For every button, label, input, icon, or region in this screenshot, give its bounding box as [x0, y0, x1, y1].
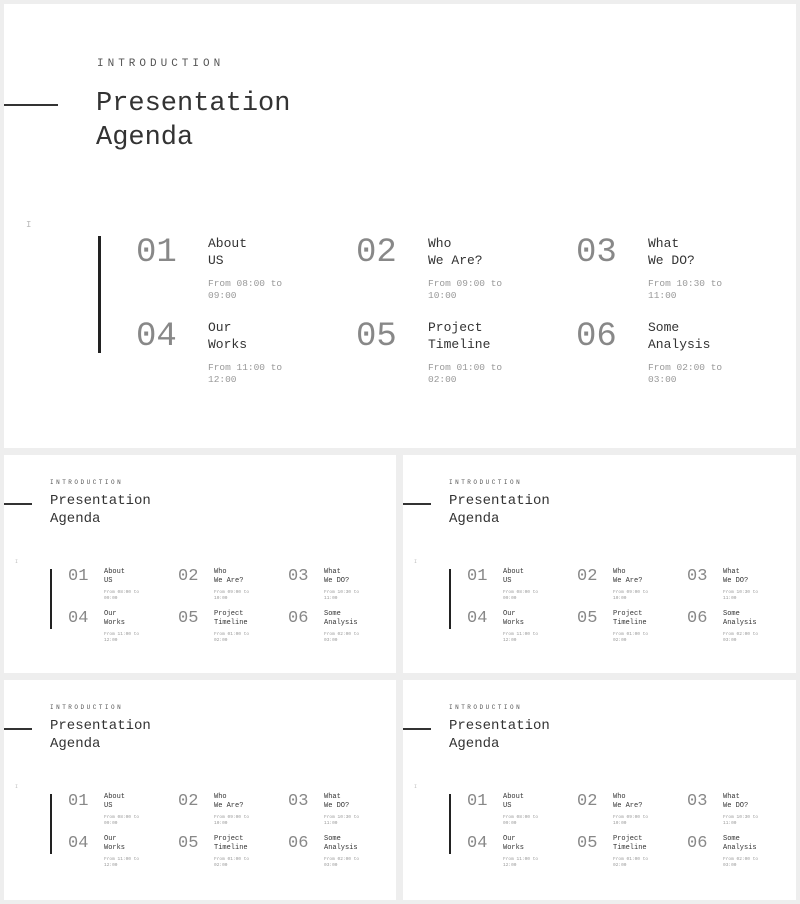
agenda-label: About US [104, 568, 126, 586]
agenda-label: Project Timeline [214, 835, 248, 853]
agenda-bar [98, 236, 101, 353]
section-eyebrow: INTRODUCTION [449, 479, 523, 486]
agenda-item [68, 568, 139, 602]
agenda-time: From 02:00 to 03:00 [648, 361, 723, 386]
agenda-number: 04 [68, 834, 89, 853]
agenda-label: Who We Are? [214, 568, 244, 586]
agenda-bar [449, 569, 451, 629]
agenda-number: 01 [136, 234, 177, 272]
agenda-number: 02 [178, 792, 199, 811]
agenda-item [467, 610, 538, 644]
agenda-time: From 01:00 to 02:00 [214, 857, 250, 869]
margin-marker: I [414, 559, 418, 565]
slide-title: Presentation Agenda [96, 89, 291, 153]
thumbnail-slide-3[interactable] [4, 680, 396, 900]
agenda-time: From 01:00 to 02:00 [428, 361, 503, 386]
agenda-label: Our Works [503, 835, 525, 853]
agenda-number: 01 [68, 567, 89, 586]
agenda-number: 03 [288, 567, 309, 586]
agenda-item [178, 835, 249, 869]
agenda-number: 05 [577, 609, 598, 628]
agenda-number: 05 [356, 318, 397, 356]
agenda-time: From 11:00 to 12:00 [503, 632, 539, 644]
agenda-time: From 02:00 to 03:00 [324, 632, 360, 644]
slide-title: Presentation Agenda [449, 718, 550, 752]
section-eyebrow: INTRODUCTION [50, 704, 124, 711]
margin-marker: I [414, 784, 418, 790]
thumbnail-slide-1[interactable] [4, 455, 396, 673]
agenda-bar [50, 569, 52, 629]
agenda-label: Some Analysis [324, 835, 358, 853]
agenda-number: 05 [178, 609, 199, 628]
title-dash [4, 503, 32, 505]
agenda-time: From 08:00 to 09:00 [104, 590, 140, 602]
agenda-label: Our Works [503, 610, 525, 628]
slide-title: Presentation Agenda [50, 493, 151, 527]
agenda-number: 05 [178, 834, 199, 853]
agenda-number: 06 [288, 609, 309, 628]
agenda-label: What We DO? [324, 568, 350, 586]
agenda-time: From 01:00 to 02:00 [613, 632, 649, 644]
title-dash [403, 503, 431, 505]
title-dash [403, 728, 431, 730]
agenda-number: 06 [576, 318, 617, 356]
title-dash [4, 728, 32, 730]
thumbnail-slide-2[interactable] [403, 455, 796, 673]
agenda-number: 01 [467, 792, 488, 811]
agenda-label: Some Analysis [324, 610, 358, 628]
agenda-item [288, 835, 359, 869]
agenda-item [467, 793, 538, 827]
section-eyebrow: INTRODUCTION [97, 58, 225, 70]
agenda-label: Our Works [208, 320, 248, 352]
agenda-number: 03 [687, 792, 708, 811]
agenda-item [687, 568, 758, 602]
agenda-item [68, 610, 139, 644]
agenda-item [288, 568, 359, 602]
agenda-item [576, 236, 722, 302]
agenda-time: From 02:00 to 03:00 [723, 632, 759, 644]
agenda-item [136, 236, 282, 302]
agenda-time: From 10:30 to 11:00 [324, 590, 360, 602]
agenda-number: 01 [68, 792, 89, 811]
agenda-item [136, 320, 282, 386]
agenda-item [356, 236, 502, 302]
agenda-number: 03 [687, 567, 708, 586]
agenda-time: From 02:00 to 03:00 [324, 857, 360, 869]
agenda-label: What We DO? [648, 236, 695, 268]
main-slide[interactable] [4, 4, 796, 448]
agenda-number: 02 [178, 567, 199, 586]
agenda-item [577, 568, 648, 602]
agenda-label: Project Timeline [214, 610, 248, 628]
agenda-label: What We DO? [324, 793, 350, 811]
agenda-label: Some Analysis [648, 320, 711, 352]
agenda-time: From 11:00 to 12:00 [104, 632, 140, 644]
agenda-label: Who We Are? [214, 793, 244, 811]
agenda-label: Project Timeline [613, 610, 647, 628]
agenda-label: About US [104, 793, 126, 811]
agenda-item [178, 610, 249, 644]
agenda-number: 05 [577, 834, 598, 853]
agenda-bar [449, 794, 451, 854]
section-eyebrow: INTRODUCTION [449, 704, 523, 711]
agenda-label: Our Works [104, 610, 126, 628]
agenda-item [687, 610, 758, 644]
agenda-item [577, 793, 648, 827]
agenda-number: 04 [136, 318, 177, 356]
agenda-label: Who We Are? [428, 236, 483, 268]
agenda-item [68, 793, 139, 827]
agenda-time: From 01:00 to 02:00 [613, 857, 649, 869]
agenda-label: What We DO? [723, 793, 749, 811]
agenda-item [577, 610, 648, 644]
agenda-time: From 08:00 to 09:00 [503, 590, 539, 602]
agenda-number: 01 [467, 567, 488, 586]
agenda-time: From 08:00 to 09:00 [208, 277, 283, 302]
agenda-time: From 10:30 to 11:00 [723, 590, 759, 602]
agenda-item [68, 835, 139, 869]
agenda-number: 03 [576, 234, 617, 272]
agenda-label: What We DO? [723, 568, 749, 586]
agenda-time: From 11:00 to 12:00 [208, 361, 283, 386]
agenda-item [687, 793, 758, 827]
agenda-item [687, 835, 758, 869]
agenda-item [178, 568, 249, 602]
agenda-time: From 09:00 to 10:00 [613, 590, 649, 602]
agenda-item [288, 610, 359, 644]
title-dash [4, 104, 58, 106]
agenda-number: 06 [288, 834, 309, 853]
agenda-item [467, 835, 538, 869]
agenda-bar [50, 794, 52, 854]
agenda-label: Some Analysis [723, 835, 757, 853]
agenda-number: 02 [577, 567, 598, 586]
agenda-label: About US [503, 793, 525, 811]
margin-marker: I [26, 220, 32, 230]
margin-marker: I [15, 784, 19, 790]
agenda-time: From 01:00 to 02:00 [214, 632, 250, 644]
agenda-label: Our Works [104, 835, 126, 853]
slide-title: Presentation Agenda [50, 718, 151, 752]
agenda-number: 06 [687, 834, 708, 853]
agenda-number: 06 [687, 609, 708, 628]
agenda-label: Who We Are? [613, 793, 643, 811]
agenda-item [576, 320, 722, 386]
agenda-time: From 09:00 to 10:00 [428, 277, 503, 302]
agenda-time: From 10:30 to 11:00 [324, 815, 360, 827]
agenda-time: From 11:00 to 12:00 [503, 857, 539, 869]
agenda-time: From 10:30 to 11:00 [648, 277, 723, 302]
agenda-number: 04 [467, 834, 488, 853]
agenda-time: From 08:00 to 09:00 [104, 815, 140, 827]
agenda-time: From 02:00 to 03:00 [723, 857, 759, 869]
margin-marker: I [15, 559, 19, 565]
agenda-label: Project Timeline [428, 320, 491, 352]
agenda-number: 03 [288, 792, 309, 811]
agenda-item [288, 793, 359, 827]
agenda-time: From 11:00 to 12:00 [104, 857, 140, 869]
section-eyebrow: INTRODUCTION [50, 479, 124, 486]
agenda-time: From 09:00 to 10:00 [214, 590, 250, 602]
agenda-label: Project Timeline [613, 835, 647, 853]
agenda-item [467, 568, 538, 602]
agenda-label: Some Analysis [723, 610, 757, 628]
agenda-number: 02 [356, 234, 397, 272]
agenda-time: From 09:00 to 10:00 [613, 815, 649, 827]
agenda-time: From 10:30 to 11:00 [723, 815, 759, 827]
agenda-label: About US [208, 236, 248, 268]
agenda-label: About US [503, 568, 525, 586]
agenda-number: 02 [577, 792, 598, 811]
agenda-item [178, 793, 249, 827]
slide-title: Presentation Agenda [449, 493, 550, 527]
agenda-time: From 09:00 to 10:00 [214, 815, 250, 827]
agenda-time: From 08:00 to 09:00 [503, 815, 539, 827]
thumbnail-slide-4[interactable] [403, 680, 796, 900]
agenda-item [356, 320, 502, 386]
agenda-item [577, 835, 648, 869]
agenda-number: 04 [467, 609, 488, 628]
agenda-label: Who We Are? [613, 568, 643, 586]
agenda-number: 04 [68, 609, 89, 628]
